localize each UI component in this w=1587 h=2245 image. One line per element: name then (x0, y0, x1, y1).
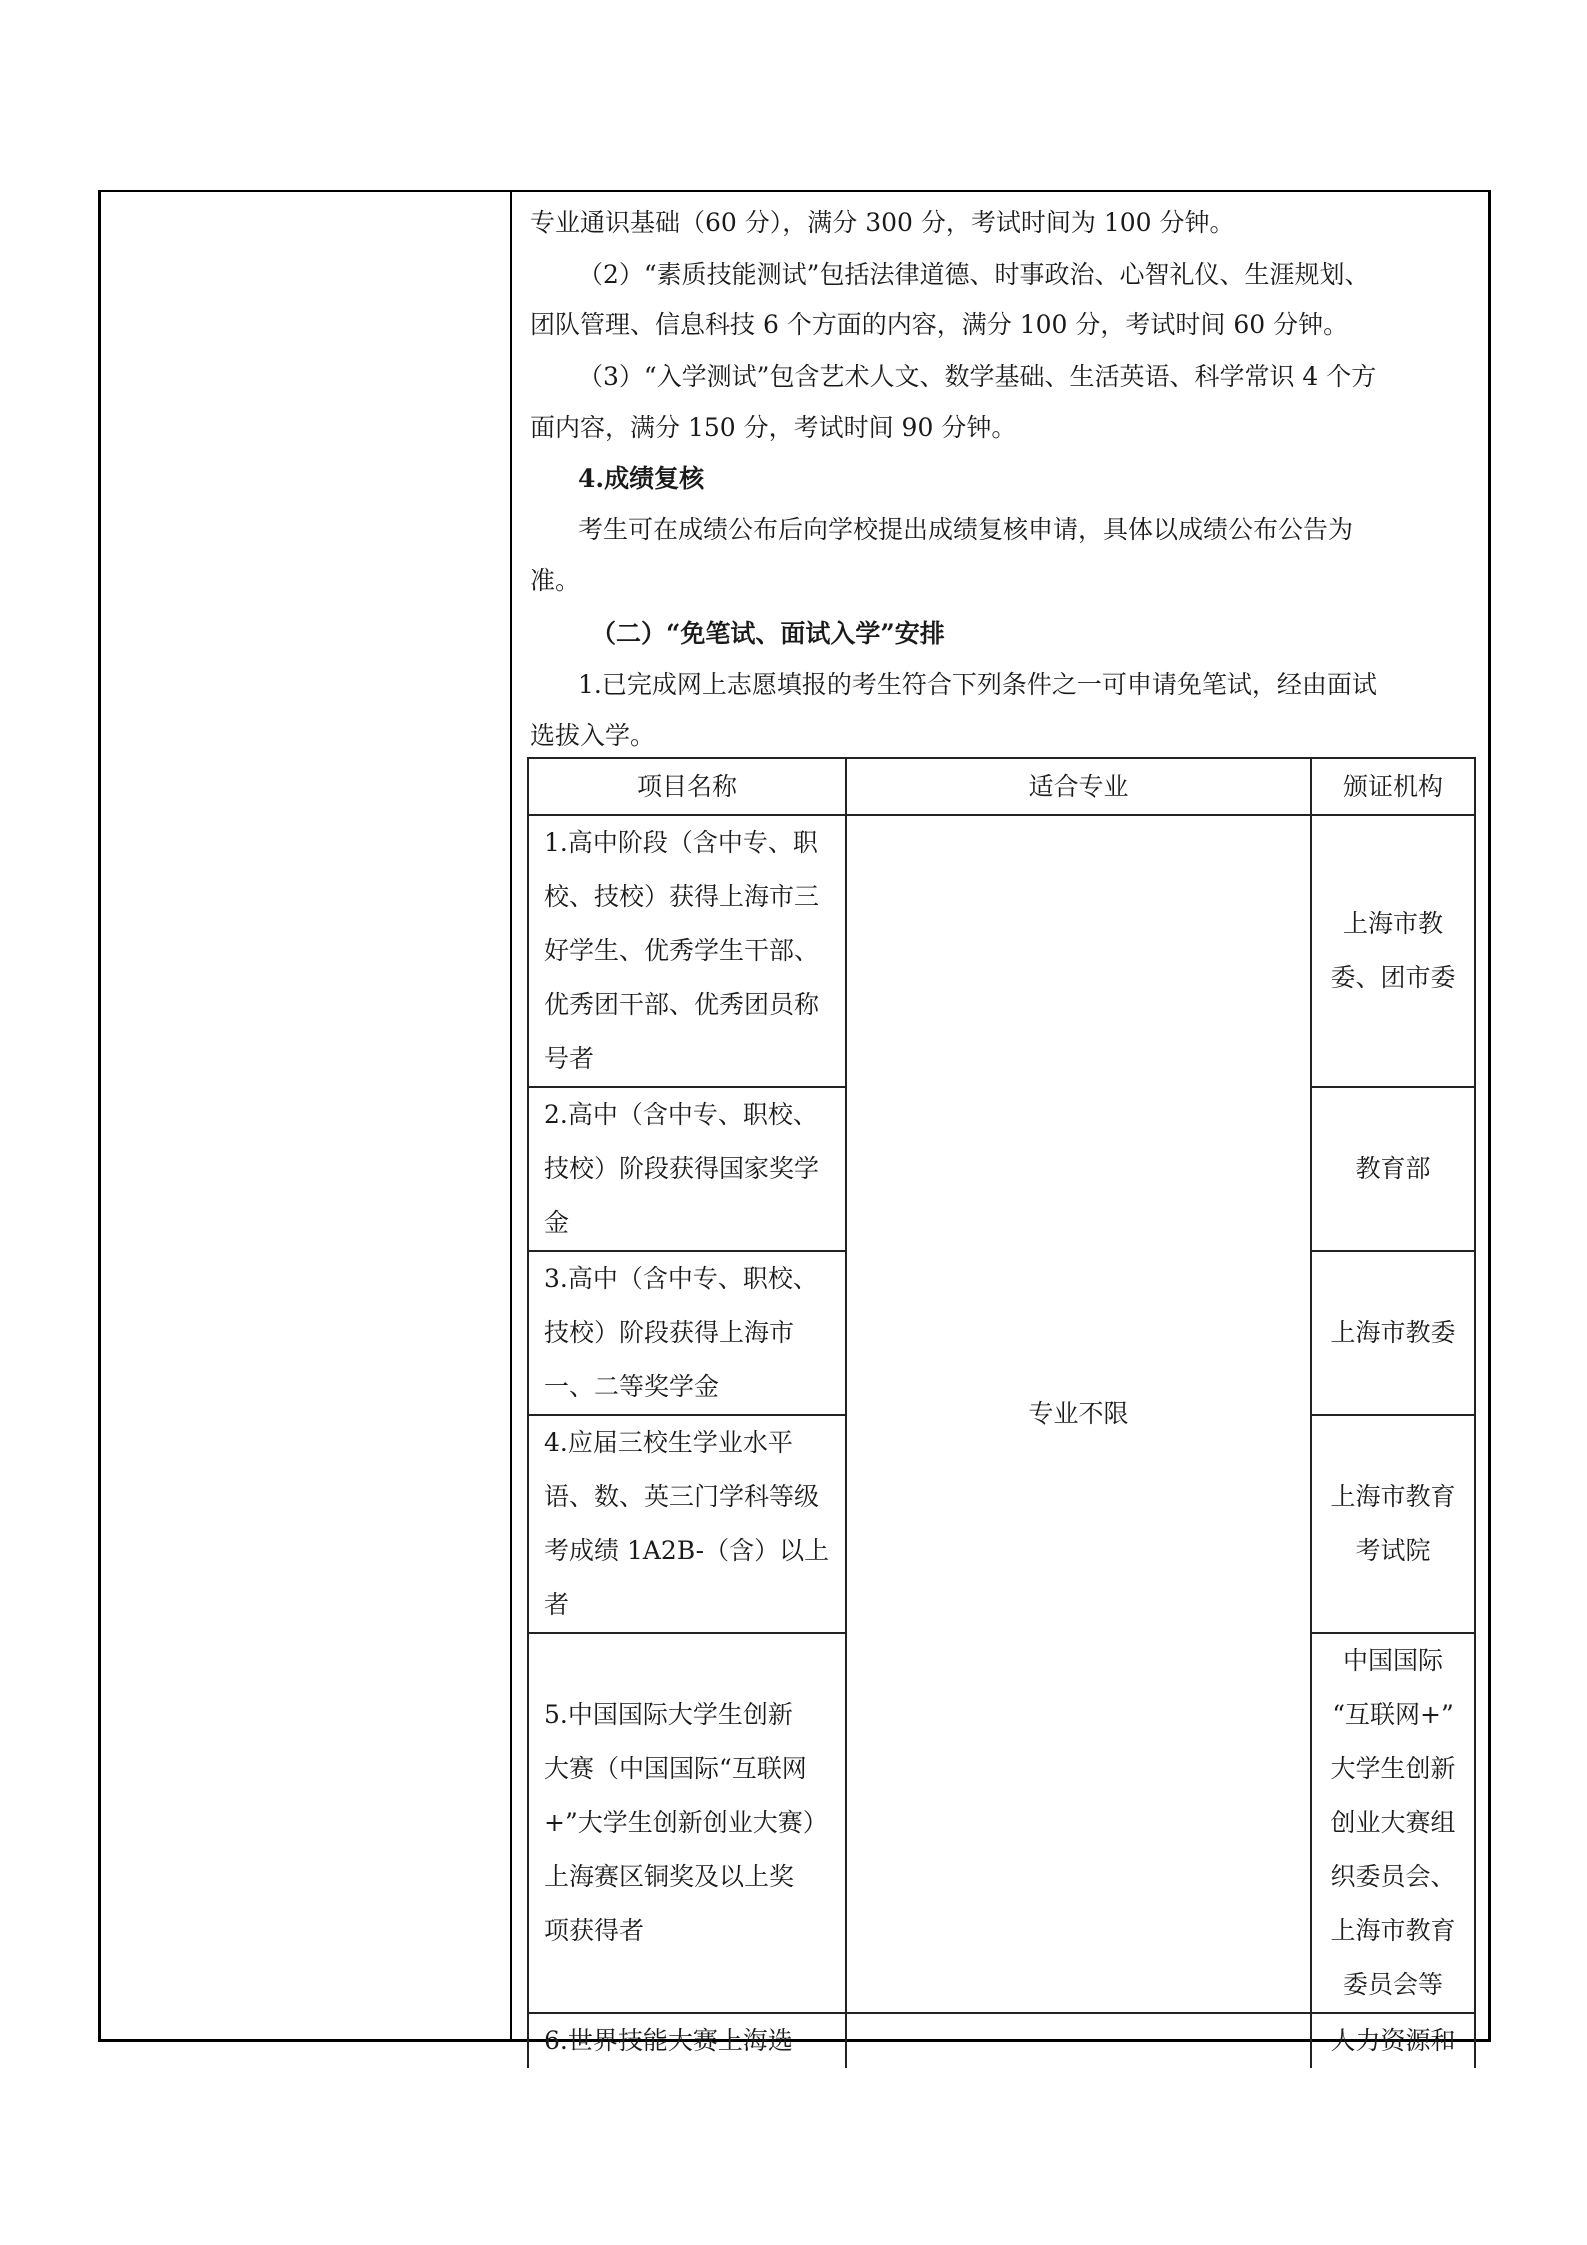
paragraph-line: 考生可在成绩公布后向学校提出成绩复核申请，具体以成绩公布公告为 (578, 515, 1354, 544)
header-item-name: 项目名称 (528, 758, 846, 815)
table-row-item-5: 5.中国国际大学生创新 大赛（中国国际“互联网 +”大学生创新创业大赛） 上海赛区铜奖及以上奖 项获得者 (528, 1633, 846, 2013)
table-row-agency-6: 人力资源和 (1311, 2013, 1475, 2068)
header-agency: 颁证机构 (1311, 758, 1475, 815)
paragraph-line: 团队管理、信息科技 6 个方面的内容，满分 100 分，考试时间 60 分钟。 (530, 310, 1349, 339)
paragraph-line: （2）“素质技能测试”包括法律道德、时事政治、心智礼仪、生涯规划、 (578, 260, 1370, 289)
section-heading-score-review: 4.成绩复核 (578, 464, 705, 493)
paragraph-line: 准。 (530, 566, 581, 595)
paragraph-line: 专业通识基础（60 分），满分 300 分，考试时间为 100 分钟。 (530, 208, 1235, 237)
section-heading-exemption: （二）“免笔试、面试入学”安排 (591, 619, 945, 648)
table-row-agency-2: 教育部 (1311, 1087, 1475, 1251)
major-merged-cell: 专业不限 (846, 815, 1311, 2013)
table-row-item-3: 3.高中（含中专、职校、 技校）阶段获得上海市 一、二等奖学金 (528, 1251, 846, 1415)
table-row-agency-5: 中国国际 “互联网+” 大学生创新 创业大赛组 织委员会、 上海市教育 委员会等 (1311, 1633, 1475, 2013)
table-row-item-6: 6.世界技能大赛上海选 (528, 2013, 846, 2068)
exemption-criteria-table (527, 757, 1476, 2068)
paragraph-line: 面内容，满分 150 分，考试时间 90 分钟。 (530, 413, 1017, 442)
table-row-agency-4: 上海市教育 考试院 (1311, 1415, 1475, 1633)
header-major: 适合专业 (846, 758, 1311, 815)
table-row-item-2: 2.高中（含中专、职校、 技校）阶段获得国家奖学 金 (528, 1087, 846, 1251)
outer-column-divider (510, 190, 512, 2042)
paragraph-line: 选拔入学。 (530, 721, 656, 750)
table-row-major-6 (846, 2013, 1311, 2068)
table-row-agency-3: 上海市教委 (1311, 1251, 1475, 1415)
table-row-item-4: 4.应届三校生学业水平 语、数、英三门学科等级 考成绩 1A2B-（含）以上 者 (528, 1415, 846, 1633)
paragraph-line: 1.已完成网上志愿填报的考生符合下列条件之一可申请免笔试，经由面试 (578, 670, 1377, 699)
table-row-item-1: 1.高中阶段（含中专、职 校、技校）获得上海市三 好学生、优秀学生干部、 优秀团干部、优秀团员称 号者 (528, 815, 846, 1087)
paragraph-line: （3）“入学测试”包含艺术人文、数学基础、生活英语、科学常识 4 个方 (578, 362, 1377, 391)
table-row-agency-1: 上海市教 委、团市委 (1311, 815, 1475, 1087)
